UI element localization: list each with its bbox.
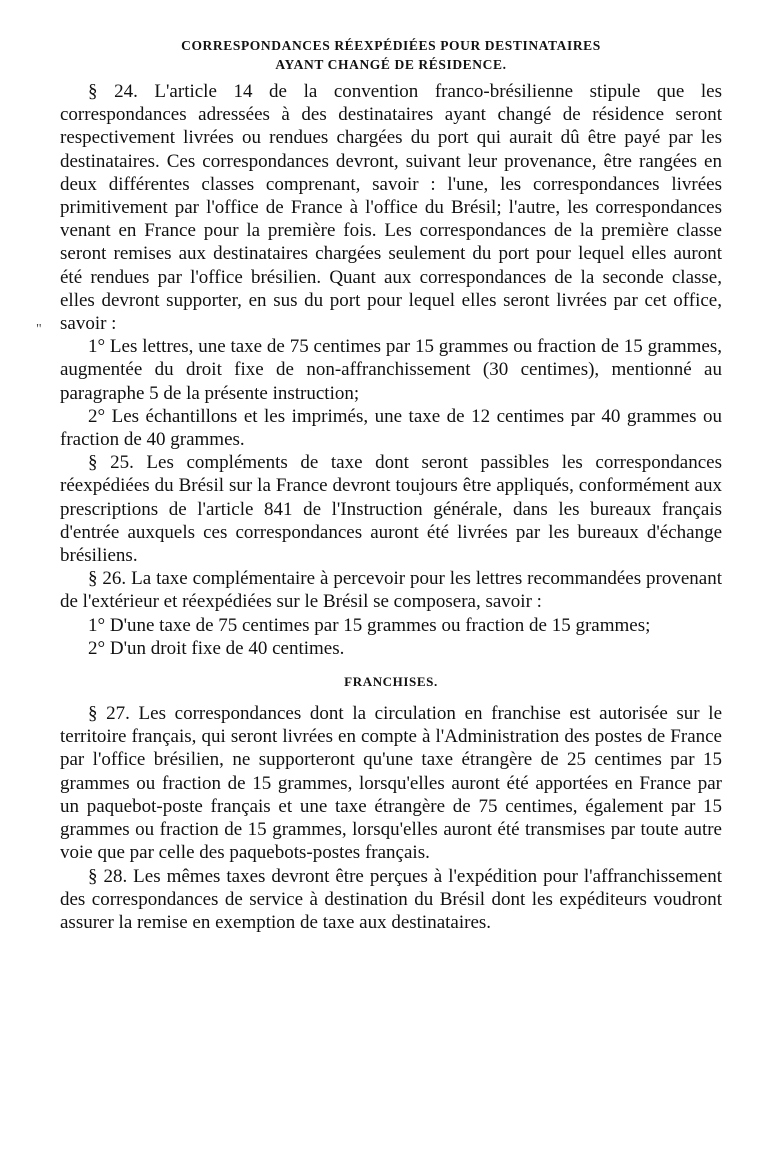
page-heading [60, 36, 722, 74]
paragraph-s28: § 28. Les mêmes taxes devront être perçues à l'expédition pour l'affranchissement des correspondances de service à destination du Brésil dont les expéditeurs voudront assurer la remise en exemption de taxe aux destinataires. [60, 865, 722, 933]
paragraph-s26: § 26. La taxe complémentaire à percevoir pour les lettres recommandées provenant de l'extérieur et réexpédiées sur le Brésil se composera, savoir : [60, 568, 722, 613]
document-page [60, 30, 722, 934]
margin-mark: " [36, 322, 42, 337]
paragraph-s27: § 27. Les correspondances dont la circulation en franchise est autorisée sur le territoire français, qui seront livrées en compte à l'Administration des postes de France par l'office brésilien, ne supporteront qu'une taxe étrangère de 25 centimes par 15 grammes ou fraction de 15 grammes, lorsqu'elles auront été apportées en France par un paquebot-poste français et une taxe étrangère de 75 centimes, également par 15 grammes ou fraction de 15 grammes, lorsqu'elles auront été transmises par toute autre voie que par celle des paquebots-postes français. [60, 703, 722, 864]
section-title-franchises: FRANCHISES. [344, 674, 438, 690]
heading-line-2: AYANT CHANGÉ DE RÉSIDENCE. [275, 57, 507, 72]
paragraph-s24: § 24. L'article 14 de la convention franco-brésilienne stipule que les correspondances adressées à des destinataires ayant changé de résidence seront respectivement livrées ou rendues chargées du port qui aurait dû être payé par les destinataires. Ces correspondances devront, suivant leur provenance, être rangées en deux différentes classes comprenant, savoir : l'une, les correspondances livrées primitivement par l'office de France à l'office du Brésil; l'autre, les correspondances venant en France pour la première fois. Les correspondances de la première classe seront remises aux destinataires chargées seulement du port pour lequel elles auront été rendues par l'office brésilien. Quant aux correspondances de la seconde classe, elles devront supporter, en sus du port pour lequel elles seront livrées par cet office, savoir : [60, 81, 722, 335]
paragraph-s26-item-2: 2° D'un droit fixe de 40 centimes. [88, 637, 345, 659]
paragraph-s24-item-1: 1° Les lettres, une taxe de 75 centimes par 15 grammes ou fraction de 15 grammes, augmentée du droit fixe de non-affranchissement (30 centimes), mentionné au paragraphe 5 de la présente instruction; [60, 336, 722, 404]
heading-line-1: CORRESPONDANCES RÉEXPÉDIÉES POUR DESTINATAIRES [181, 38, 601, 53]
paragraph-s24-item-2: 2° Les échantillons et les imprimés, une taxe de 12 centimes par 40 grammes ou fraction de 40 grammes. [60, 405, 722, 451]
paragraph-s25: § 25. Les compléments de taxe dont seront passibles les correspondances réexpédiées du Brésil sur la France devront toujours être appliqués, conformément aux prescriptions de l'article 841 de l'Instruction générale, dans les bureaux français d'entrée auxquels ces correspondances auront été livrées par les bureaux d'échange brésiliens. [60, 452, 722, 567]
paragraph-s26-item-1: 1° D'une taxe de 75 centimes par 15 grammes ou fraction de 15 grammes; [88, 614, 651, 636]
